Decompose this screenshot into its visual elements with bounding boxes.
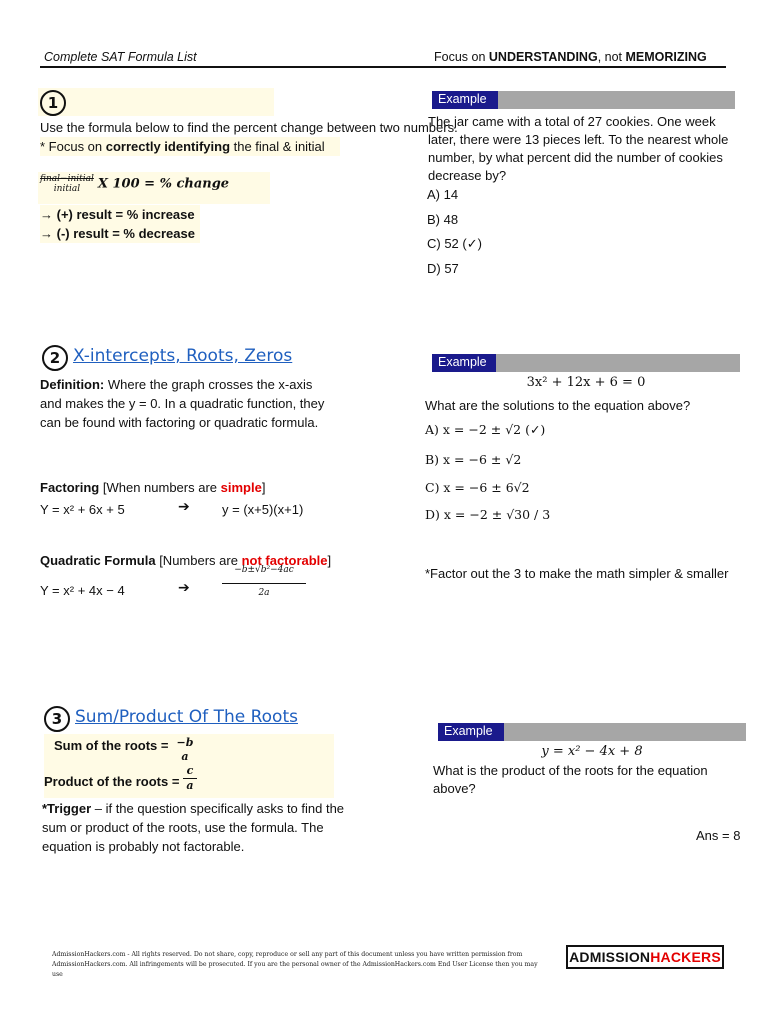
- quadratic-formula: −b±√b²−4ac 2a: [222, 565, 306, 598]
- section2-title: X-intercepts, Roots, Zeros: [73, 346, 293, 366]
- sum-fraction: −b a: [176, 736, 194, 763]
- example2-choice-b: B) x = −6 ± √2: [425, 452, 522, 467]
- decrease-rule: → (-) result = % decrease: [40, 224, 200, 243]
- section3-number: 3: [44, 706, 70, 732]
- example2-choice-c: C) x = −6 ± 6√2: [425, 480, 530, 495]
- definition-text: Definition: Where the graph crosses the x-axis and makes the y = 0. In a quadratic function, they can be found with factoring or quadratic formula.: [40, 377, 325, 430]
- example2-choice-a: A) x = −2 ± √2 (✓): [425, 422, 546, 437]
- header-right: Focus on UNDERSTANDING, not MEMORIZING: [434, 50, 707, 64]
- factoring-eq-left: Y = x² + 6x + 5: [40, 502, 125, 517]
- example2-tag: Example: [432, 354, 496, 372]
- example2-bar: [432, 354, 740, 372]
- example1-bar: [432, 91, 735, 109]
- example3-tag: Example: [438, 723, 504, 741]
- sum-of-roots: Sum of the roots =: [54, 738, 169, 753]
- example1-tag: Example: [432, 91, 498, 109]
- factoring-heading: Factoring [When numbers are simple]: [40, 480, 266, 495]
- section1-highlight: [38, 88, 274, 116]
- section2-number: 2: [42, 345, 68, 371]
- product-fraction: c a: [183, 764, 197, 793]
- header-rule: [40, 66, 726, 68]
- example2-choice-d: D) x = −2 ± √30 / 3: [425, 507, 551, 522]
- header-left: Complete SAT Formula List: [44, 50, 197, 64]
- example1-choice-c: C) 52 (✓): [427, 236, 482, 251]
- section3-title: Sum/Product Of The Roots: [75, 707, 298, 727]
- section1-number: 1: [40, 90, 66, 116]
- copyright-notice: AdmissionHackers.com - All rights reserved. Do not share, copy, reproduce or sell any part of this document unless you have written permission from AdmissionHackers.com. All infringements will be prosecuted. If you are the personal owner of the AdmissionHackers.com End User License then you may use: [52, 951, 538, 978]
- example3-answer: Ans = 8: [696, 828, 741, 843]
- example1-choice-a: A) 14: [427, 187, 459, 202]
- example2-note: *Factor out the 3 to make the math simpler & smaller: [425, 566, 729, 581]
- increase-rule: → (+) result = % increase: [40, 205, 200, 224]
- example3-equation: y = x² − 4x + 8: [541, 744, 643, 759]
- example2-equation: 3x² + 12x + 6 = 0: [526, 375, 646, 390]
- section1-line2: * Focus on correctly identifying the final & initial: [40, 137, 340, 156]
- percent-change-formula: final−initial initial X 100 = % change: [40, 174, 230, 194]
- admission-hackers-logo: ADMISSION HACKERS: [566, 945, 724, 969]
- arrow-icon: ➔: [178, 499, 190, 515]
- product-of-roots: Product of the roots =: [44, 774, 180, 789]
- arrow-icon: ➔: [178, 580, 190, 596]
- example1-choice-b: B) 48: [427, 212, 459, 227]
- example3-bar: [438, 723, 746, 741]
- quadratic-heading: Quadratic Formula [Numbers are not factorable]: [40, 553, 332, 568]
- example3-question: What is the product of the roots for the equation above?: [433, 763, 708, 796]
- section1-line1: Use the formula below to find the percent change between two numbers.: [40, 120, 458, 135]
- quadratic-eq-left: Y = x² + 4x − 4: [40, 583, 125, 598]
- formula-fraction: final−initial initial: [40, 174, 94, 194]
- trigger-text: *Trigger – if the question specifically asks to find the sum or product of the roots, use the formula. The equation is probably not factorable.: [42, 801, 345, 854]
- example1-question: The jar came with a total of 27 cookies. One week later, there were 13 pieces left. To the nearest whole number, by what percent did the number of cookies decrease by?: [428, 114, 729, 183]
- factoring-eq-right: y = (x+5)(x+1): [222, 502, 304, 517]
- example2-question: What are the solutions to the equation above?: [425, 398, 691, 413]
- example1-choice-d: D) 57: [427, 261, 459, 276]
